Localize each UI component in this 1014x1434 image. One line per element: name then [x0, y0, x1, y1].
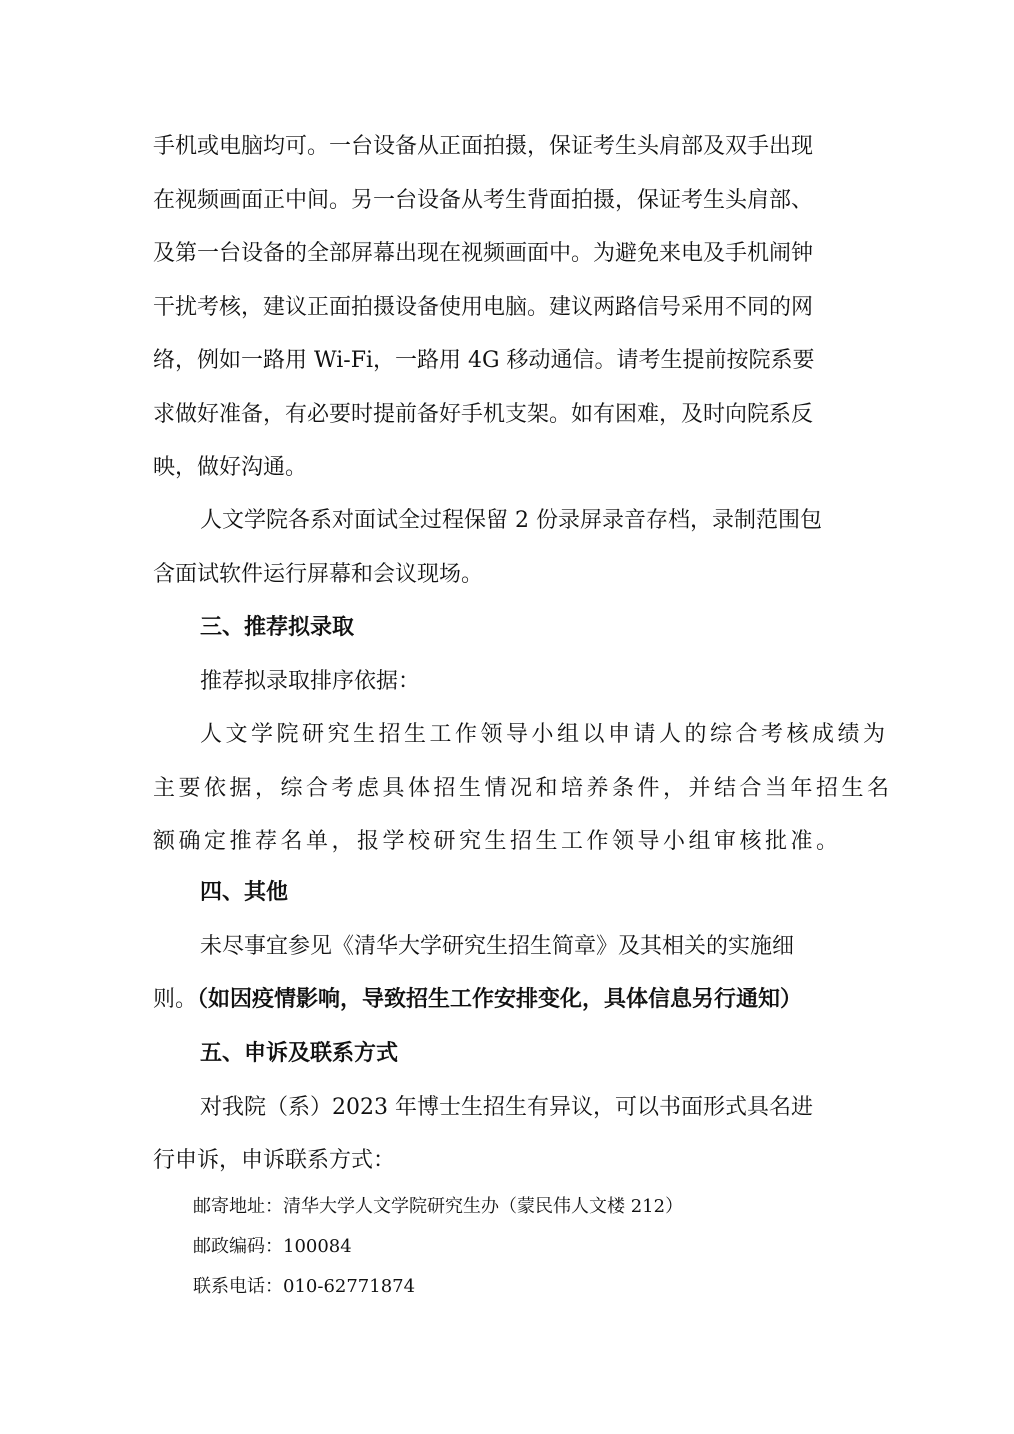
- text-line: 及第一台设备的全部屏幕出现在视频画面中。为避免来电及手机闹钟: [153, 241, 814, 266]
- section-heading: 四、其他: [200, 880, 289, 905]
- text-line: 含面试软件运行屏幕和会议现场。: [153, 561, 484, 587]
- section-admission-recommendation: [153, 601, 893, 869]
- section-other: [153, 866, 863, 1027]
- section-appeal-contact: [153, 1027, 863, 1188]
- text-line: 络，例如一路用 Wi-Fi，一路用 4G 移动通信。请考生提前按院系要: [153, 348, 815, 373]
- text-line: 求做好准备，有必要时提前备好手机支架。如有困难，及时向院系反: [153, 401, 814, 427]
- text-line: 对我院（系）2023 年博士生招生有异议，可以书面形式具名进: [200, 1094, 813, 1120]
- contact-postcode: 邮政编码：100084: [193, 1236, 352, 1257]
- text-line: 额确定推荐名单，报学校研究生招生工作领导小组审核批准。: [153, 829, 842, 854]
- paragraph-recording: [153, 494, 863, 601]
- text-line: 行申诉，申诉联系方式：: [153, 1148, 396, 1173]
- section-heading: 五、申诉及联系方式: [200, 1041, 399, 1066]
- text-line: 未尽事宜参见《清华大学研究生招生简章》及其相关的实施细: [200, 933, 795, 959]
- contact-info: [193, 1187, 683, 1307]
- text-line: [153, 973, 863, 1027]
- contact-address: 邮寄地址：清华大学人文学院研究生办（蒙民伟人文楼 212）: [193, 1196, 684, 1217]
- text-line: 人文学院研究生招生工作领导小组以申请人的综合考核成绩为: [200, 722, 889, 747]
- text-line: 映，做好沟通。: [153, 455, 308, 480]
- text-fragment: 则。: [153, 987, 198, 1012]
- paragraph-device-setup: [153, 120, 863, 495]
- text-line: 手机或电脑均可。一台设备从正面拍摄，保证考生头肩部及双手出现: [153, 134, 814, 159]
- notice-bold: （如因疫情影响，导致招生工作安排变化，具体信息另行通知）: [197, 987, 803, 1012]
- text-line: 干扰考核，建议正面拍摄设备使用电脑。建议两路信号采用不同的网: [153, 294, 814, 320]
- text-line: 推荐拟录取排序依据：: [200, 668, 421, 694]
- contact-phone: 联系电话：010-62771874: [193, 1276, 416, 1297]
- section-heading: 三、推荐拟录取: [200, 615, 355, 640]
- text-line: 人文学院各系对面试全过程保留 2 份录屏录音存档，录制范围包: [200, 508, 822, 533]
- text-line: 主要依据，综合考虑具体招生情况和培养条件，并结合当年招生名: [153, 775, 893, 801]
- text-line: 在视频画面正中间。另一台设备从考生背面拍摄，保证考生头肩部、: [153, 187, 814, 213]
